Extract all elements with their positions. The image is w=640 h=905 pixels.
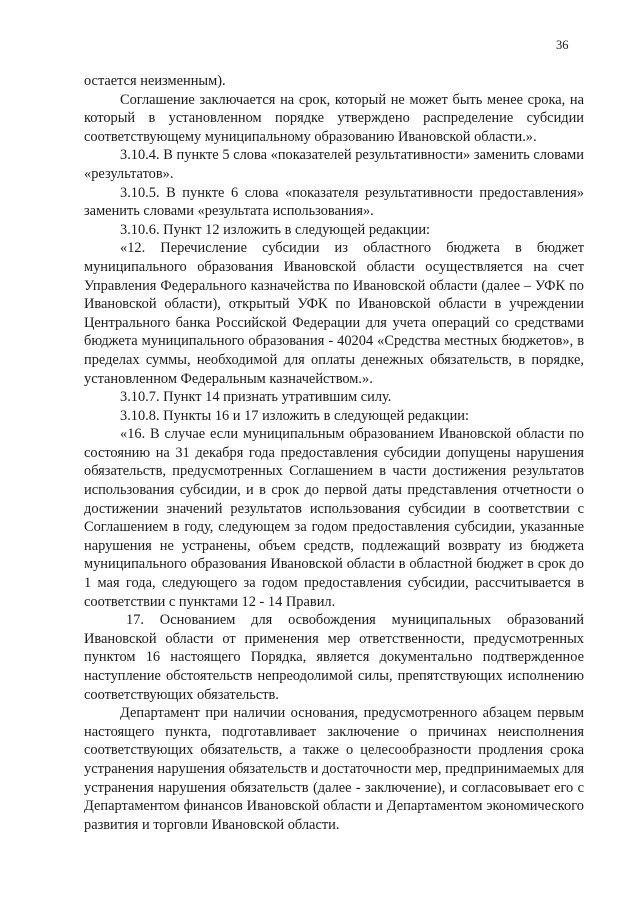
paragraph-3-10-7: 3.10.7. Пункт 14 признать утратившим силу. <box>120 389 392 406</box>
paragraph-item-16: «16. В случае если муниципальным образованием Ивановской области по состоянию на 31 декабря года предоставления субсидии допущены нарушения обязательств, предусмотренных Соглашением в части достижения результатов использования субсидии, и в срок до первой даты представления отчетности о достижении значений результатов использования субсидии в соответствии с Соглашением в году, следующем за годом предоставления субсидии, указанные нарушения не устранены, объем средств, подлежащий возврату из бюджета муниципального образования Ивановской области в областной бюджет в срок до 1 мая года, следующего за годом предоставления субсидии, рассчитывается в соответствии с пунктами 12 - 14 Правил. <box>84 426 584 610</box>
paragraph-item-12: «12. Перечисление субсидии из областного бюджета в бюджет муниципального образования Ивановской области осуществляется на счет Управления Федерального казначейства по Ивановской области (далее – УФК по Ивановской области), открытый УФК по Ивановской области в учреждении Центрального банка Российской Федерации для учета операций со средствами бюджета муниципального образования - 40204 «Средства местных бюджетов», в пределах суммы, необходимой для оплаты денежных обязательств, в порядке, установленном Федеральным казначейством.». <box>84 240 584 387</box>
paragraph-3-10-8: 3.10.8. Пункты 16 и 17 изложить в следующей редакции: <box>120 407 469 424</box>
page-number: 36 <box>556 38 569 52</box>
document-body <box>84 72 584 834</box>
paragraph-agreement-term: Соглашение заключается на срок, который не может быть менее срока, на который в установленном порядке утверждено распределение субсидии соответствующему муниципальному образованию Ивановской области.». <box>84 91 584 145</box>
paragraph-3-10-5: 3.10.5. В пункте 6 слова «показателя результативности предоставления» заменить словами «результата использования». <box>84 184 584 220</box>
paragraph-3-10-4: 3.10.4. В пункте 5 слова «показателей результативности» заменить словами «результатов». <box>84 147 584 182</box>
paragraph-3-10-6: 3.10.6. Пункт 12 изложить в следующей редакции: <box>120 221 431 238</box>
paragraph-continuation: остается неизменным). <box>84 73 226 89</box>
paragraph-department: Департамент при наличии основания, предусмотренного абзацем первым настоящего пункта, подготавливает заключение о причинах неисполнения соответствующих обязательств, а также о целесообразности продления срока устранения нарушения обязательств и достаточности мер, предпринимаемых для устранения нарушения обязательств (далее - заключение), и согласовывает его с Департаментом финансов Ивановской области и Департаментом экономического развития и торговли Ивановской области. <box>84 705 584 833</box>
paragraph-item-17: 17. Основанием для освобождения муниципальных образований Ивановской области от применения мер ответственности, предусмотренных пунктом 16 настоящего Порядка, является документально подтвержденное наступление обстоятельств непреодолимой силы, препятствующих исполнению соответствующих обязательств. <box>84 612 584 703</box>
